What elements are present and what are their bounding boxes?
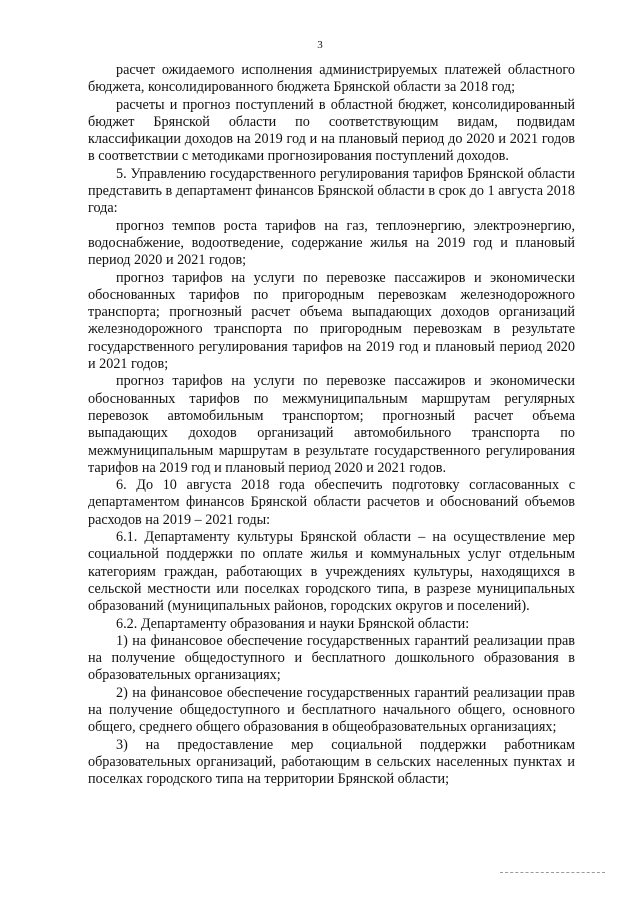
paragraph-rail-transport-tariffs: прогноз тарифов на услуги по перевозке пассажиров и экономически обоснованных тарифов по пригородным перевозкам железнодорожного транспорта; прогнозный расчет объема выпадающих доходов организаций железнодорожного транспорта по пригородным перевозкам в результате государственного регулирования тарифов на 2019 год и плановый период 2020 и 2021 годов; (88, 269, 575, 373)
page-number: 3 (317, 39, 323, 51)
paragraph-item-6-1-culture-department: 6.1. Департаменту культуры Брянской области – на осуществление мер социальной поддержки по оплате жилья и коммунальных услуг отдельным категориям граждан, работающих в учреждениях культуры, находящихся в сельской местности или поселках городского типа, в разрезе муниципальных образований (муниципальных районов, городских округов и поселений). (88, 529, 575, 615)
document-body (88, 62, 575, 788)
paragraph-item-6-2-education-department: 6.2. Департаменту образования и науки Брянской области: (116, 615, 470, 632)
paragraph-subitem-2-general-education: 2) на финансовое обеспечение государственных гарантий реализации прав на получение общедоступного и бесплатного начального общего, основного общего, среднего общего образования в общеобразовательных организациях; (88, 684, 575, 736)
paragraph-revenue-forecast: расчеты и прогноз поступлений в областной бюджет, консолидированный бюджет Брянской области по соответствующим видам, подвидам классификации доходов на 2019 год и на плановый период до 2020 и 2021 годов в соответствии с методиками прогнозирования поступлений доходов. (88, 96, 575, 165)
paragraph-road-transport-tariffs: прогноз тарифов на услуги по перевозке пассажиров и экономически обоснованных тарифов по межмуниципальным маршрутам регулярных перевозок автомобильным транспортом; прогнозный расчет объема выпадающих доходов организаций автомобильного транспорта по межмуниципальным маршрутам в результате государственного регулирования тарифов на 2019 год и плановый период 2020 и 2021 годов. (88, 373, 575, 476)
paragraph-subitem-3-social-support: 3) на предоставление мер социальной поддержки работникам образовательных организаций, работающим в сельских населенных пунктах и поселках городского типа на территории Брянской области; (88, 736, 575, 788)
paragraph-item-6-expense-calculations: 6. До 10 августа 2018 года обеспечить подготовку согласованных с департаментом финансов Брянской области расчетов и обоснований объемов расходов на 2019 – 2021 годы: (88, 477, 575, 528)
paragraph-item-5-tariff-department: 5. Управлению государственного регулирования тарифов Брянской области представить в департамент финансов Брянской области в срок до 1 августа 2018 года: (88, 165, 575, 217)
paragraph-revenue-execution-estimate: расчет ожидаемого исполнения администрируемых платежей областного бюджета, консолидированного бюджета Брянской области за 2018 год; (88, 62, 575, 96)
paragraph-utility-tariff-forecast: прогноз темпов роста тарифов на газ, теплоэнергию, электроэнергию, водоснабжение, водоотведение, содержание жилья на 2019 год и плановый период 2020 и 2021 годов; (88, 217, 575, 269)
bottom-divider (500, 872, 605, 873)
paragraph-subitem-1-preschool: 1) на финансовое обеспечение государственных гарантий реализации прав на получение общедоступного и бесплатного дошкольного образования в образовательных организациях; (88, 632, 575, 684)
